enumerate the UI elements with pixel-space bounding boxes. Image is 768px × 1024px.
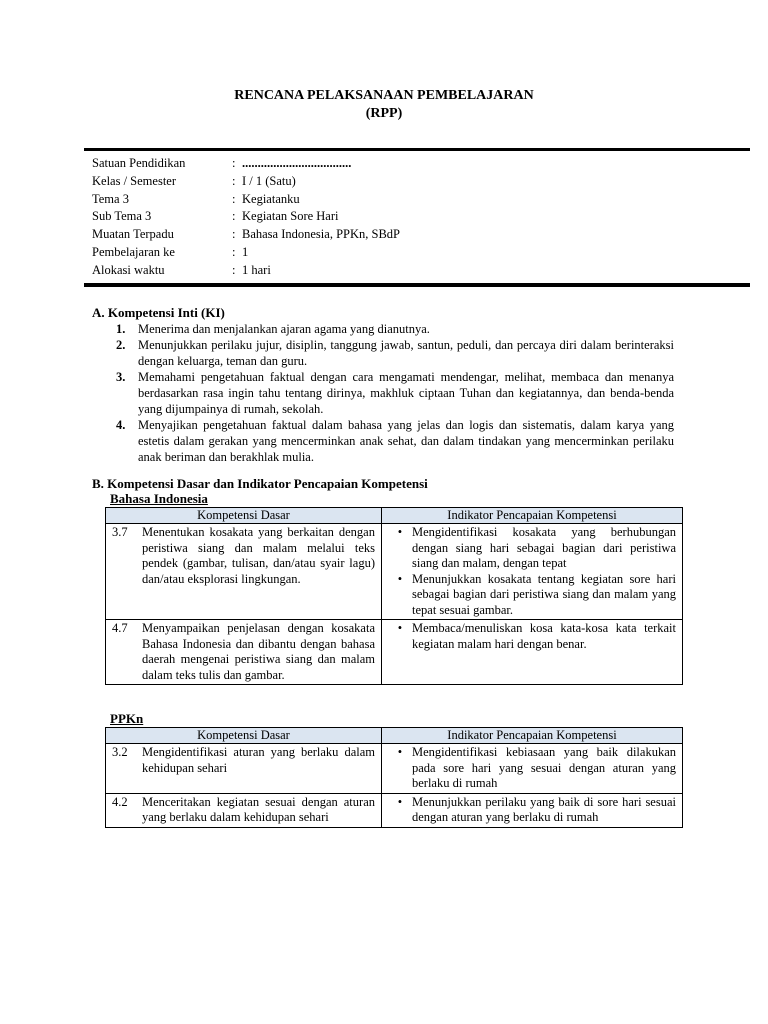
ki-text: Menunjukkan perilaku jujur, disiplin, tanggung jawab, santun, peduli, dan percaya diri dalam berinteraksi dengan keluarga, teman dan guru.	[138, 338, 674, 368]
info-label: Kelas / Semester	[92, 173, 177, 188]
kd-cell	[106, 524, 382, 620]
info-value: Bahasa Indonesia, PPKn, SBdP	[242, 227, 400, 242]
kd-text: Menceritakan kegiatan sesuai dengan aturan yang berlaku dalam kehidupan sehari	[142, 794, 375, 824]
ki-list	[116, 321, 674, 465]
kd-content	[112, 525, 375, 587]
indicator-cell	[382, 793, 683, 827]
kd-text: Mengidentifikasi aturan yang berlaku dalam kehidupan sehari	[142, 745, 375, 775]
top-rule	[84, 148, 750, 151]
kd-number: 3.7	[112, 525, 128, 539]
info-value: ...................................	[242, 156, 352, 170]
column-header-kd: Kompetensi Dasar	[106, 508, 382, 524]
ki-text: Menyajikan pengetahuan faktual dalam bahasa yang jelas dan logis dan sistematis, dalam karya yang estetis dalam gerakan yang mencerminkan anak sehat, dan dalam tindakan yang mencerminkan perilaku anak beriman dan berakhlak mulia.	[138, 418, 674, 464]
bullet-icon: •	[397, 571, 403, 586]
info-row	[92, 191, 400, 209]
section-a-title: A. Kompetensi Inti (KI)	[92, 305, 225, 320]
column-header-indicator: Indikator Pencapaian Kompetensi	[382, 728, 683, 744]
indicator-text: Membaca/menuliskan kosa kata-kosa kata terkait kegiatan malam hari dengan benar.	[412, 621, 676, 651]
bullet-icon: •	[397, 525, 403, 539]
table-row	[106, 793, 683, 827]
kd-text: Menyampaikan penjelasan dengan kosakata Bahasa Indonesia dan dibantu dengan bahasa daerah mengenai peristiwa siang dan malam dalam teks tulis dan gambar.	[142, 621, 375, 682]
info-colon: :	[232, 227, 236, 242]
indicator-item	[388, 795, 676, 826]
info-row	[92, 262, 400, 280]
indicator-item	[388, 621, 676, 652]
info-row	[92, 173, 400, 191]
info-label: Alokasi waktu	[92, 262, 165, 277]
table-row	[106, 620, 683, 685]
info-label: Muatan Terpadu	[92, 227, 174, 242]
kd-cell	[106, 620, 382, 685]
ki-number: 1.	[116, 322, 126, 336]
table-row	[106, 744, 683, 794]
indicator-list	[388, 621, 676, 652]
ki-text: Memahami pengetahuan faktual dengan cara mengamati mendengar, melihat, membaca dan menanya berdasarkan rasa ingin tahu tentang dirinya, makhluk ciptaan Tuhan dan kegiatannya, dan benda-benda yang dijumpainya di rumah, sekolah.	[138, 370, 674, 416]
ki-number: 2.	[116, 338, 126, 352]
document-title: RENCANA PELAKSANAAN PEMBELAJARAN	[234, 88, 534, 103]
ki-text: Menerima dan menjalankan ajaran agama yang dianutnya.	[138, 322, 430, 336]
kd-content	[112, 795, 375, 826]
info-label: Satuan Pendidikan	[92, 156, 186, 170]
info-row	[92, 155, 400, 173]
document-subtitle: (RPP)	[365, 106, 403, 121]
ki-item	[116, 337, 674, 369]
kd-number: 4.7	[112, 621, 128, 635]
info-colon: :	[232, 156, 236, 170]
indicator-list	[388, 795, 676, 826]
bullet-icon: •	[397, 745, 403, 759]
indicator-cell	[382, 524, 683, 620]
kd-table-ppkn	[105, 727, 683, 828]
info-label: Tema 3	[92, 191, 129, 206]
info-row	[92, 226, 400, 244]
kd-cell	[106, 744, 382, 794]
info-value: 1 hari	[242, 262, 271, 277]
info-colon: :	[232, 173, 236, 188]
info-row	[92, 244, 400, 262]
info-value: 1	[242, 244, 249, 259]
indicator-item	[388, 525, 676, 572]
indicator-text: Menunjukkan perilaku yang baik di sore hari sesuai dengan aturan yang berlaku di rumah	[412, 794, 676, 824]
kd-number: 4.2	[112, 794, 128, 809]
bottom-rule	[84, 283, 750, 287]
indicator-text: Menunjukkan kosakata tentang kegiatan sore hari sebagai bagian dari peristiwa siang dan malam yang tepat sesuai gambar.	[412, 571, 676, 617]
kd-cell	[106, 793, 382, 827]
indicator-text: Mengidentifikasi kosakata yang berhubungan dengan siang hari sebagai bagian dari peristiwa siang dan malam, dengan tepat	[412, 525, 676, 570]
kd-number: 3.2	[112, 745, 128, 759]
subject-title-ppkn: PPKn	[110, 711, 144, 726]
info-colon: :	[232, 244, 236, 259]
column-header-kd: Kompetensi Dasar	[106, 728, 382, 744]
indicator-list	[388, 525, 676, 618]
kd-content	[112, 745, 375, 776]
info-value: I / 1 (Satu)	[242, 173, 296, 188]
bullet-icon: •	[397, 621, 403, 635]
info-row	[92, 208, 400, 226]
indicator-cell	[382, 620, 683, 685]
indicator-item	[388, 745, 676, 792]
ki-item	[116, 417, 674, 465]
info-colon: :	[232, 191, 236, 206]
indicator-text: Mengidentifikasi kebiasaan yang baik dilakukan pada sore hari yang sesuai dengan aturan yang berlaku di rumah	[412, 745, 676, 790]
info-label: Sub Tema 3	[92, 209, 152, 224]
indicator-cell	[382, 744, 683, 794]
indicator-item	[388, 572, 676, 619]
ki-number: 3.	[116, 370, 126, 384]
bullet-icon: •	[397, 794, 403, 809]
info-colon: :	[232, 209, 236, 224]
section-b-title: B. Kompetensi Dasar dan Indikator Pencapaian Kompetensi	[92, 476, 428, 491]
kd-content	[112, 621, 375, 683]
table-row	[106, 524, 683, 620]
kd-text: Menentukan kosakata yang berkaitan dengan peristiwa siang dan malam melalui teks pendek (gambar, tulisan, dan/atau syair lagu) dan/atau eksplorasi lingkungan.	[142, 525, 375, 586]
kd-table-bahasa-indonesia	[105, 507, 683, 685]
ki-number: 4.	[116, 418, 126, 432]
ki-item	[116, 369, 674, 417]
info-value: Kegiatan Sore Hari	[242, 209, 339, 224]
info-colon: :	[232, 262, 236, 277]
identity-info-block	[92, 155, 400, 280]
info-value: Kegiatanku	[242, 191, 300, 206]
column-header-indicator: Indikator Pencapaian Kompetensi	[382, 508, 683, 524]
info-label: Pembelajaran ke	[92, 244, 175, 259]
subject-title-bahasa-indonesia: Bahasa Indonesia	[110, 491, 208, 506]
indicator-list	[388, 745, 676, 792]
ki-item	[116, 321, 674, 337]
